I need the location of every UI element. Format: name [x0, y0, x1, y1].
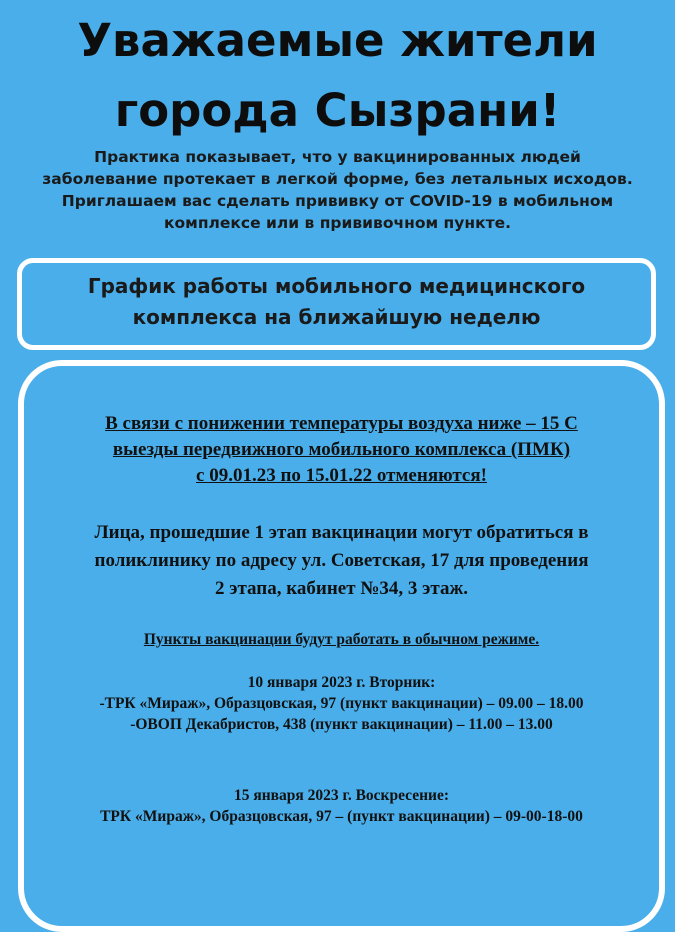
intro-paragraph: [10, 146, 665, 234]
schedule-title: [22, 271, 651, 333]
schedule-day-item: ТРК «Мираж», Образцовская, 97 – (пункт вакцинации) – 09-00-18-00: [100, 808, 583, 825]
intro-line: комплексе или в прививочном пункте.: [164, 214, 511, 232]
schedule-title-line: График работы мобильного медицинского: [87, 274, 586, 298]
schedule-day: [24, 785, 659, 827]
warning-line: выезды передвижного мобильного комплекса (ПМК): [112, 439, 571, 460]
page-title-line-2: города Сызрани!: [114, 84, 561, 137]
second-stage-line: Лица, прошедшие 1 этап вакцинации могут обратиться в: [94, 522, 589, 543]
second-stage-line: 2 этапа, кабинет №34, 3 этаж.: [215, 578, 468, 599]
schedule-day-item: -ОВОП Декабристов, 438 (пункт вакцинации) – 11.00 – 13.00: [130, 716, 553, 733]
warning-line: с 09.01.23 по 15.01.22 отменяются!: [196, 465, 487, 486]
schedule-day-heading: 15 января 2023 г. Воскресение:: [233, 787, 450, 804]
second-stage-info: [24, 519, 659, 603]
regular-mode-notice: Пункты вакцинации будут работать в обычном режиме.: [143, 631, 540, 648]
schedule-day: [24, 672, 659, 735]
warning-line: В связи с понижении температуры воздуха ниже – 15 С: [105, 413, 578, 434]
intro-line: заболевание протекает в легкой форме, без летальных исходов.: [42, 170, 633, 188]
cancellation-warning: [24, 411, 659, 489]
page-title: [0, 6, 675, 146]
notice-panel: [18, 360, 665, 932]
schedule-day-item: -ТРК «Мираж», Образцовская, 97 (пункт вакцинации) – 09.00 – 18.00: [99, 695, 584, 712]
schedule-title-box: [17, 258, 656, 350]
schedule-day-heading: 10 января 2023 г. Вторник:: [247, 674, 436, 691]
intro-line: Практика показывает, что у вакцинированных людей: [94, 148, 581, 166]
intro-line: Приглашаем вас сделать прививку от COVID-19 в мобильном: [61, 192, 614, 210]
second-stage-line: поликлинику по адресу ул. Советская, 17 для проведения: [94, 550, 589, 571]
page-title-line-1: Уважаемые жители: [77, 14, 598, 67]
schedule-title-line: комплекса на ближайшую неделю: [132, 305, 541, 329]
